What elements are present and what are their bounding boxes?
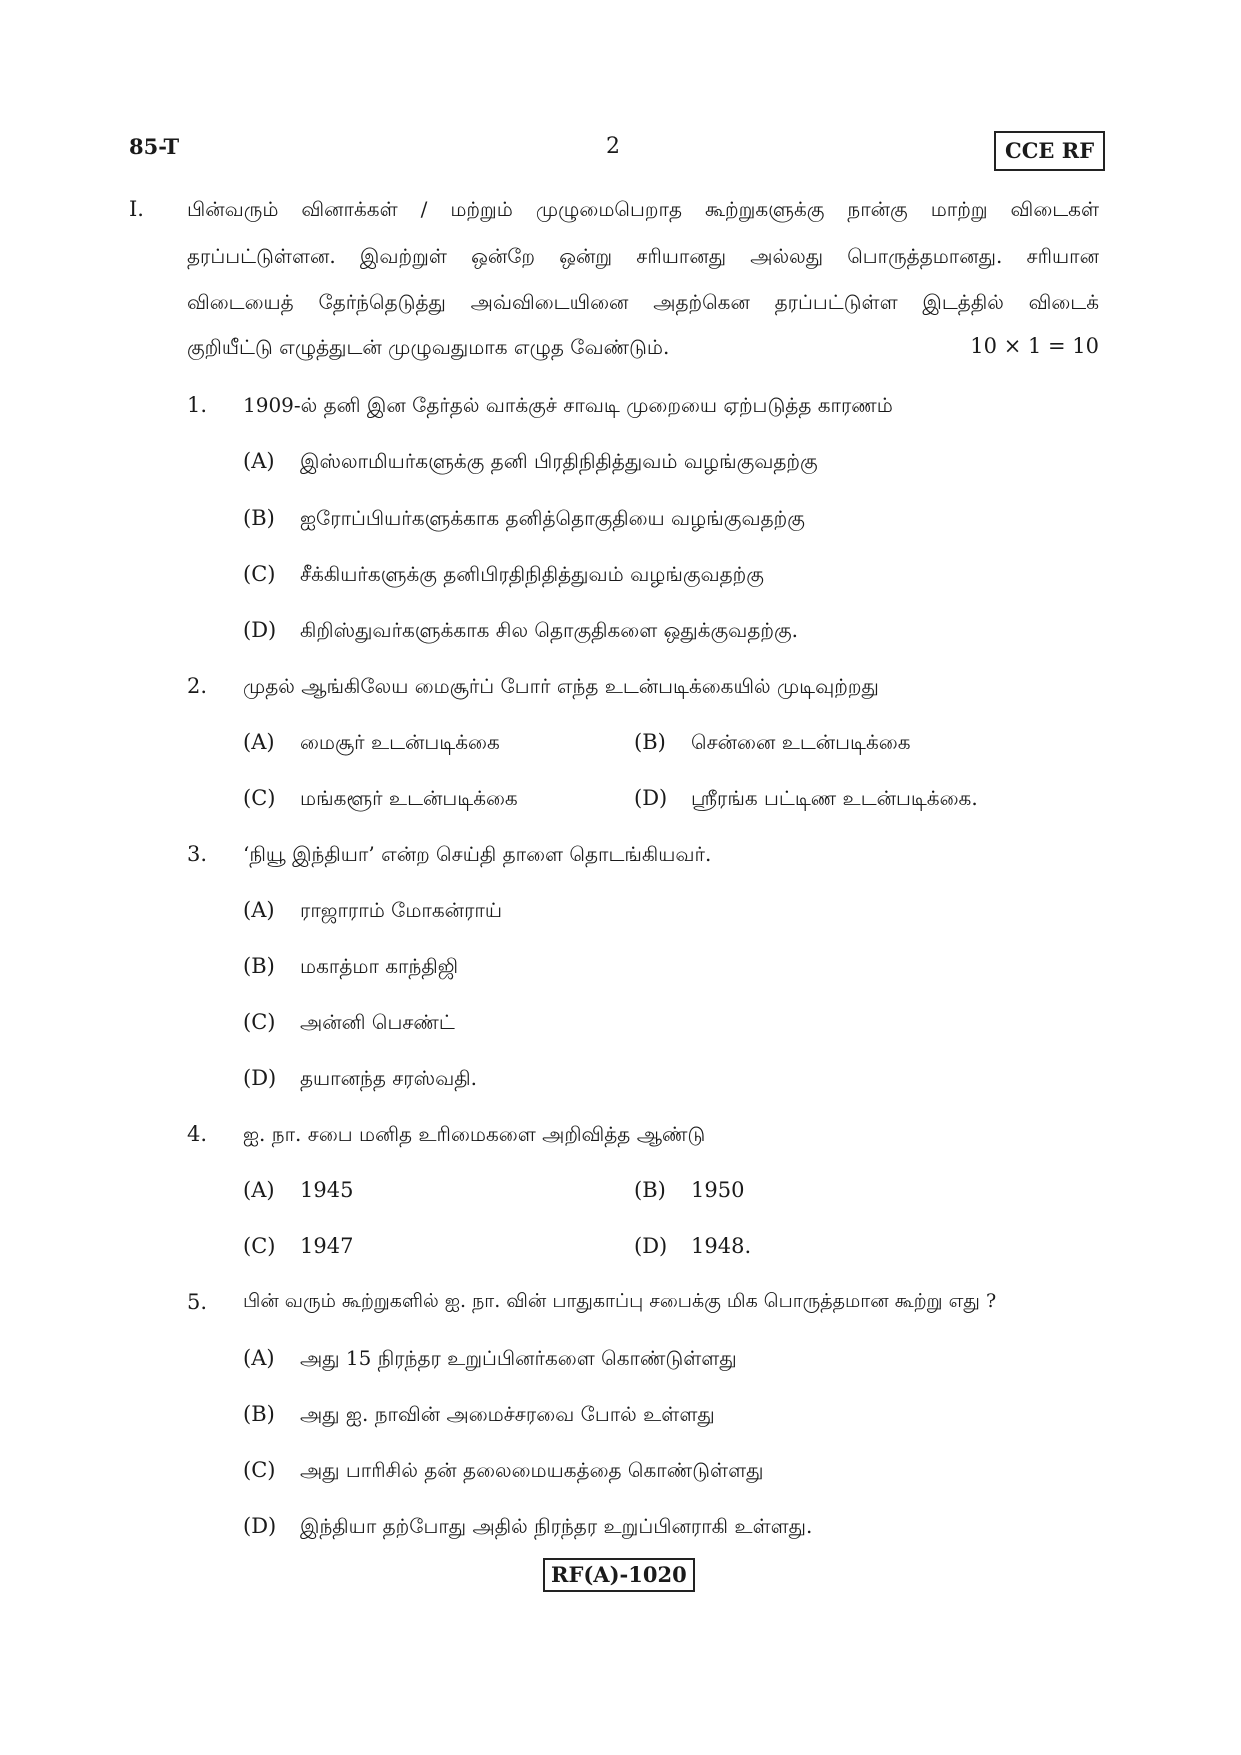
option-text: 1948. (691, 1234, 752, 1258)
option-label: (D) (243, 618, 277, 642)
option-text: கிறிஸ்துவர்களுக்காக சில தொகுதிகளை ஒதுக்குவதற்கு. (300, 618, 798, 642)
option-text: அன்னி பெசண்ட் (300, 1010, 455, 1034)
question-number: 4. (187, 1122, 208, 1146)
question-number: 1. (187, 393, 208, 417)
option-label: (B) (634, 730, 666, 754)
marks-allotment: 10 × 1 = 10 (970, 334, 1099, 358)
option-label: (D) (634, 1234, 668, 1258)
option-label: (B) (243, 954, 275, 978)
option-label: (C) (243, 562, 276, 586)
option-text: அது ஐ. நாவின் அமைச்சரவை போல் உள்ளது (300, 1402, 715, 1426)
option-text: மகாத்மா காந்திஜி (300, 954, 459, 978)
question-number: 3. (187, 842, 208, 866)
option-text: 1945 (300, 1178, 354, 1202)
question-text: 1909-ல் தனி இன தேர்தல் வாக்குச் சாவடி முறையை ஏற்படுத்த காரணம் (243, 393, 893, 417)
option-label: (A) (243, 1346, 275, 1370)
option-label: (A) (243, 730, 275, 754)
footer-code-box: RF(A)-1020 (543, 1558, 695, 1592)
option-label: (D) (243, 1514, 277, 1538)
option-text: மைசூர் உடன்படிக்கை (300, 730, 500, 754)
option-text: இந்தியா தற்போது அதில் நிரந்தர உறுப்பினராகி உள்ளது. (300, 1514, 813, 1538)
option-label: (C) (243, 786, 276, 810)
option-label: (A) (243, 898, 275, 922)
option-label: (A) (243, 449, 275, 473)
option-label: (A) (243, 1178, 275, 1202)
question-number: 2. (187, 674, 208, 698)
option-text: ஸ்ரீரங்க பட்டிண உடன்படிக்கை. (691, 786, 978, 810)
option-text: 1947 (300, 1234, 354, 1258)
option-label: (C) (243, 1458, 276, 1482)
option-text: மங்களூர் உடன்படிக்கை (300, 786, 518, 810)
page-number: 2 (606, 134, 620, 159)
option-label: (B) (243, 1402, 275, 1426)
option-text: அது 15 நிரந்தர உறுப்பினர்களை கொண்டுள்ளது (300, 1346, 737, 1370)
question-text: முதல் ஆங்கிலேய மைசூர்ப் போர் எந்த உடன்படிக்கையில் முடிவுற்றது (243, 674, 879, 698)
option-text: அது பாரிசில் தன் தலைமையகத்தை கொண்டுள்ளது (300, 1458, 764, 1482)
section-number: I. (129, 197, 144, 221)
option-text: இஸ்லாமியர்களுக்கு தனி பிரதிநிதித்துவம் வழங்குவதற்கு (300, 449, 818, 473)
instruction-line: விடையைத் தேர்ந்தெடுத்து அவ்விடையினை அதற்கென தரப்பட்டுள்ள இடத்தில் விடைக் (187, 290, 1099, 314)
option-label: (B) (243, 506, 275, 530)
question-text: ‘நியூ இந்தியா’ என்ற செய்தி தாளை தொடங்கியவர். (243, 842, 712, 866)
question-number: 5. (187, 1290, 208, 1314)
instruction-line: தரப்பட்டுள்ளன. இவற்றுள் ஒன்றே ஒன்று சரியானது அல்லது பொருத்தமானது. சரியான (187, 244, 1099, 268)
option-text: சென்னை உடன்படிக்கை (691, 730, 911, 754)
option-text: ஐரோப்பியர்களுக்காக தனித்தொகுதியை வழங்குவதற்கு (300, 506, 805, 530)
option-label: (B) (634, 1178, 666, 1202)
option-label: (C) (243, 1234, 276, 1258)
option-text: ராஜாராம் மோகன்ராய் (300, 898, 503, 922)
question-text: ஐ. நா. சபை மனித உரிமைகளை அறிவித்த ஆண்டு (243, 1122, 706, 1146)
option-text: தயானந்த சரஸ்வதி. (300, 1066, 478, 1090)
paper-code: 85-T (129, 134, 180, 159)
paper-type-box: CCE RF (994, 131, 1105, 171)
option-text: 1950 (691, 1178, 745, 1202)
option-label: (D) (634, 786, 668, 810)
option-label: (D) (243, 1066, 277, 1090)
instruction-line: பின்வரும் வினாக்கள் / மற்றும் முழுமைபெறாத கூற்றுகளுக்கு நான்கு மாற்று விடைகள் (187, 197, 1099, 221)
question-text: பின் வரும் கூற்றுகளில் ஐ. நா. வின் பாதுகாப்பு சபைக்கு மிக பொருத்தமான கூற்று எது ? (243, 1290, 997, 1312)
instruction-line: குறியீட்டு எழுத்துடன் முழுவதுமாக எழுத வேண்டும். (187, 335, 670, 359)
option-text: சீக்கியர்களுக்கு தனிபிரதிநிதித்துவம் வழங்குவதற்கு (300, 562, 764, 586)
option-label: (C) (243, 1010, 276, 1034)
